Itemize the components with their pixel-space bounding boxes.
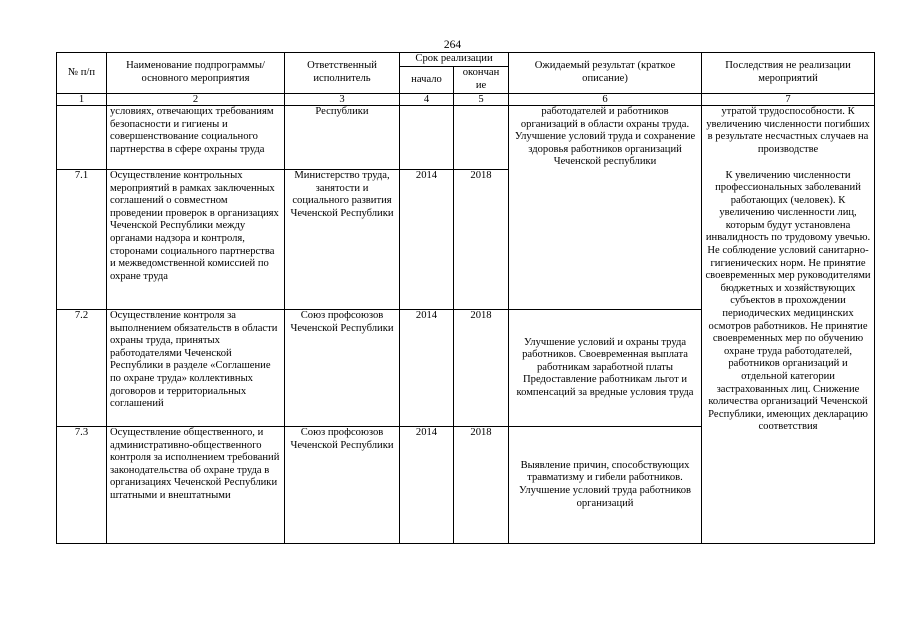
row-start: 2014 (400, 427, 454, 544)
row-name: Осуществление общественного, и административно-общественного контроля за исполнением требований законодательства об охране труда в организациях Чеченской Республики штатными и внештатными (107, 427, 285, 544)
header-end: окончан ие (454, 67, 509, 94)
col-number: 5 (454, 94, 509, 106)
row-start (400, 106, 454, 170)
col-number: 4 (400, 94, 454, 106)
row-name: Осуществление контрольных мероприятий в рамках заключенных соглашений о совместном проведении проверок в организациях Чеченской Республики между органами надзора и контроля, сторонами социального партнерства и межведомственной комиссией по охране труда (107, 170, 285, 310)
row-responsible: Министерство труда, занятости и социального развития Чеченской Республики (285, 170, 400, 310)
row-num: 7.1 (57, 170, 107, 310)
row-end (454, 106, 509, 170)
row-responsible: Республики (285, 106, 400, 170)
result-cell-1: работодателей и работников организаций в области охраны труда. Улучшение условий труда и сохранение здоровья работников организаций Чеченской республики (509, 106, 702, 310)
row-end: 2018 (454, 170, 509, 310)
consequence-cell-1: утратой трудоспособности. К увеличению численности погибших в результате несчастных случаев на производстве (702, 106, 875, 170)
table-row (57, 106, 875, 170)
row-end: 2018 (454, 310, 509, 427)
header-start: начало (400, 67, 454, 94)
page-number: 264 (443, 39, 462, 51)
header-row-1 (57, 53, 875, 67)
program-table (56, 52, 875, 544)
row-start: 2014 (400, 170, 454, 310)
row-name: Осуществление контроля за выполнением обязательств в области охраны труда, принятых работодателями Чеченской Республики в разделе «Соглашение по охране труда» коллективных договоров и территориальных соглашений (107, 310, 285, 427)
col-number: 7 (702, 94, 875, 106)
header-responsible: Ответственный исполнитель (285, 53, 400, 94)
column-numbers-row (57, 94, 875, 106)
row-num (57, 106, 107, 170)
row-responsible: Союз профсоюзов Чеченской Республики (285, 427, 400, 544)
result-cell-2: Улучшение условий и охраны труда работников. Своевременная выплата работникам заработной платы Предоставление работникам льгот и компенсаций за вредные условия труда (509, 310, 702, 427)
header-num: № п/п (57, 53, 107, 94)
row-num: 7.2 (57, 310, 107, 427)
col-number: 1 (57, 94, 107, 106)
row-end: 2018 (454, 427, 509, 544)
col-number: 2 (107, 94, 285, 106)
col-number: 3 (285, 94, 400, 106)
header-name: Наименование подпрограммы/ основного мероприятия (107, 53, 285, 94)
header-result: Ожидаемый результат (краткое описание) (509, 53, 702, 94)
row-num: 7.3 (57, 427, 107, 544)
row-start: 2014 (400, 310, 454, 427)
col-number: 6 (509, 94, 702, 106)
result-cell-3: Выявление причин, способствующих травматизму и гибели работников. Улучшение условий труда работников организаций (509, 427, 702, 544)
header-consequences: Последствия не реализации мероприятий (702, 53, 875, 94)
row-name: условиях, отвечающих требованиям безопасности и гигиены и совершенствование социального партнерства в сфере охраны труда (107, 106, 285, 170)
consequence-cell-2: К увеличению численности профессиональных заболеваний работающих (человек). К увеличению численности лиц, которым будут установлена инвалидность по трудовому увечью. Не соблюдение условий санитарно-гигиенических норм. Не принятие своевременных мер руководителями бюджетных и хозяйствующих субъектов в прохождении периодических медицинских осмотров работников. Не принятие своевременных мер по обучению охране труда работодателей, работников организаций и отдельной категории застрахованных лиц. Снижение количества организаций Чеченской Республики, имеющих декларацию соответствия (702, 170, 875, 544)
header-period: Срок реализации (400, 53, 509, 67)
row-responsible: Союз профсоюзов Чеченской Республики (285, 310, 400, 427)
table-row (57, 170, 875, 310)
